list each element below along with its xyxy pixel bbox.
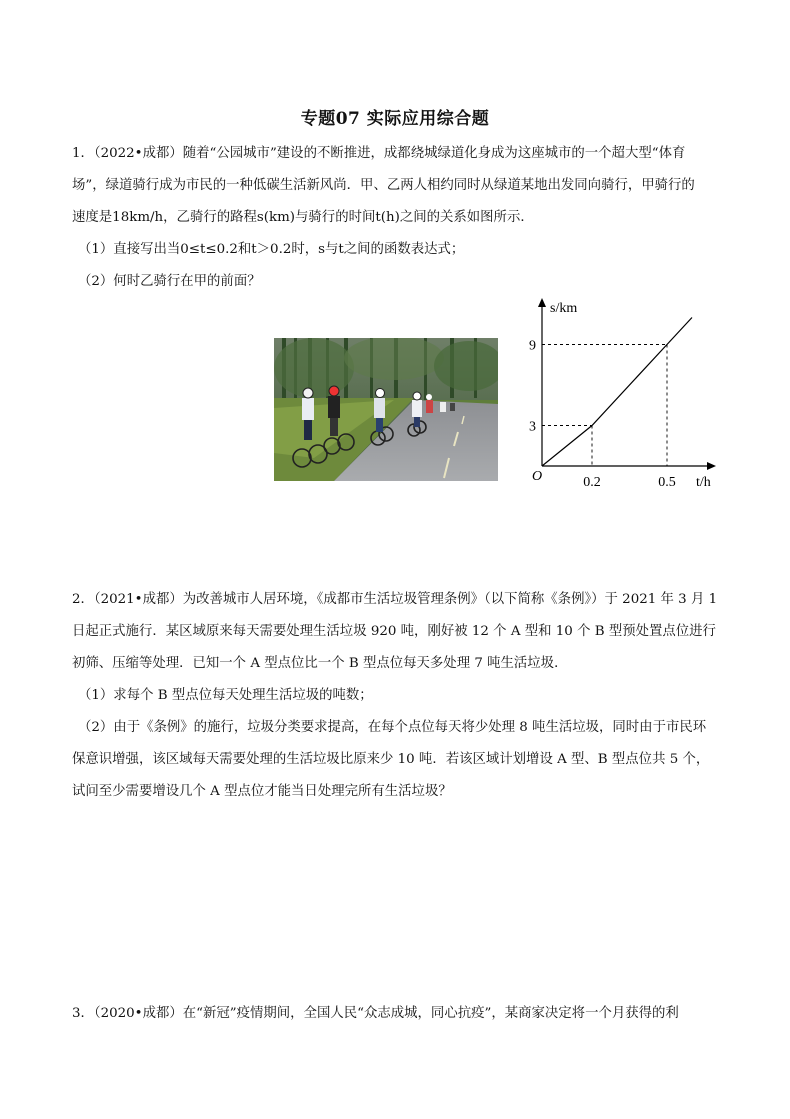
y-tick-label: 9 <box>529 338 536 354</box>
q2-line-2: 日起正式施行．某区域原来每天需要处理生活垃圾 920 吨，刚好被 12 个 A 型和 10 个 B 型预处置点位进行 <box>72 624 716 639</box>
q2-part-2-line-2: 保意识增强，该区域每天需要处理的生活垃圾比原来少 10 吨．若该区域计划增设 A 型、B 型点位共 5 个， <box>72 752 710 767</box>
x-tick-label: 0.2 <box>583 475 601 490</box>
q1-part-2: （2）何时乙骑行在甲的前面？ <box>78 274 261 289</box>
q2-part-1: （1）求每个 B 型点位每天处理生活垃圾的吨数； <box>78 688 373 703</box>
y-tick-label: 3 <box>529 419 536 435</box>
y-axis-label: s/km <box>550 301 578 316</box>
x-tick-label: 0.5 <box>658 475 676 490</box>
q2-line-3: 初筛、压缩等处理．已知一个 A 型点位比一个 B 型点位每天多处理 7 吨生活垃圾． <box>72 656 568 671</box>
origin-label: O <box>532 469 543 484</box>
q2-part-2-line-3: 试问至少需要增设几个 A 型点位才能当日处理完所有生活垃圾？ <box>72 784 452 799</box>
q3-line-1: 3．（2020•成都）在“新冠”疫情期间，全国人民“众志成城，同心抗疫”，某商家决定将一个月获得的利 <box>72 1006 679 1021</box>
page-title: 专题07 实际应用综合题 <box>300 109 490 129</box>
q1-line-2: 场”，绿道骑行成为市民的一种低碳生活新风尚．甲、乙两人相约同时从绿道某地出发同向骑行，甲骑行的 <box>72 178 695 193</box>
x-axis-arrow <box>707 462 716 470</box>
q2-line-1: 2．（2021•成都）为改善城市人居环境，《成都市生活垃圾管理条例》（以下简称《条例》）于 2021 年 3 月 1 <box>72 592 718 607</box>
q2-part-2-line-1: （2）由于《条例》的施行，垃圾分类要求提高，在每个点位每天将少处理 8 吨生活垃圾，同时由于市民环 <box>78 720 707 735</box>
q1-line-3: 速度是18km/h，乙骑行的路程s(km)与骑行的时间t(h)之间的关系如图所示． <box>72 210 534 225</box>
x-axis-label: t/h <box>696 475 711 490</box>
y-axis-arrow <box>538 298 546 307</box>
series-line <box>542 318 692 467</box>
distance-time-graph <box>520 292 730 492</box>
cycling-photo <box>274 338 498 481</box>
q1-part-1: （1）直接写出当0≤t≤0.2和t＞0.2时，s与t之间的函数表达式； <box>78 242 465 257</box>
q1-line-1: 1．（2022•成都）随着“公园城市”建设的不断推进，成都绕城绿道化身成为这座城市的一个超大型“体育 <box>72 146 686 161</box>
